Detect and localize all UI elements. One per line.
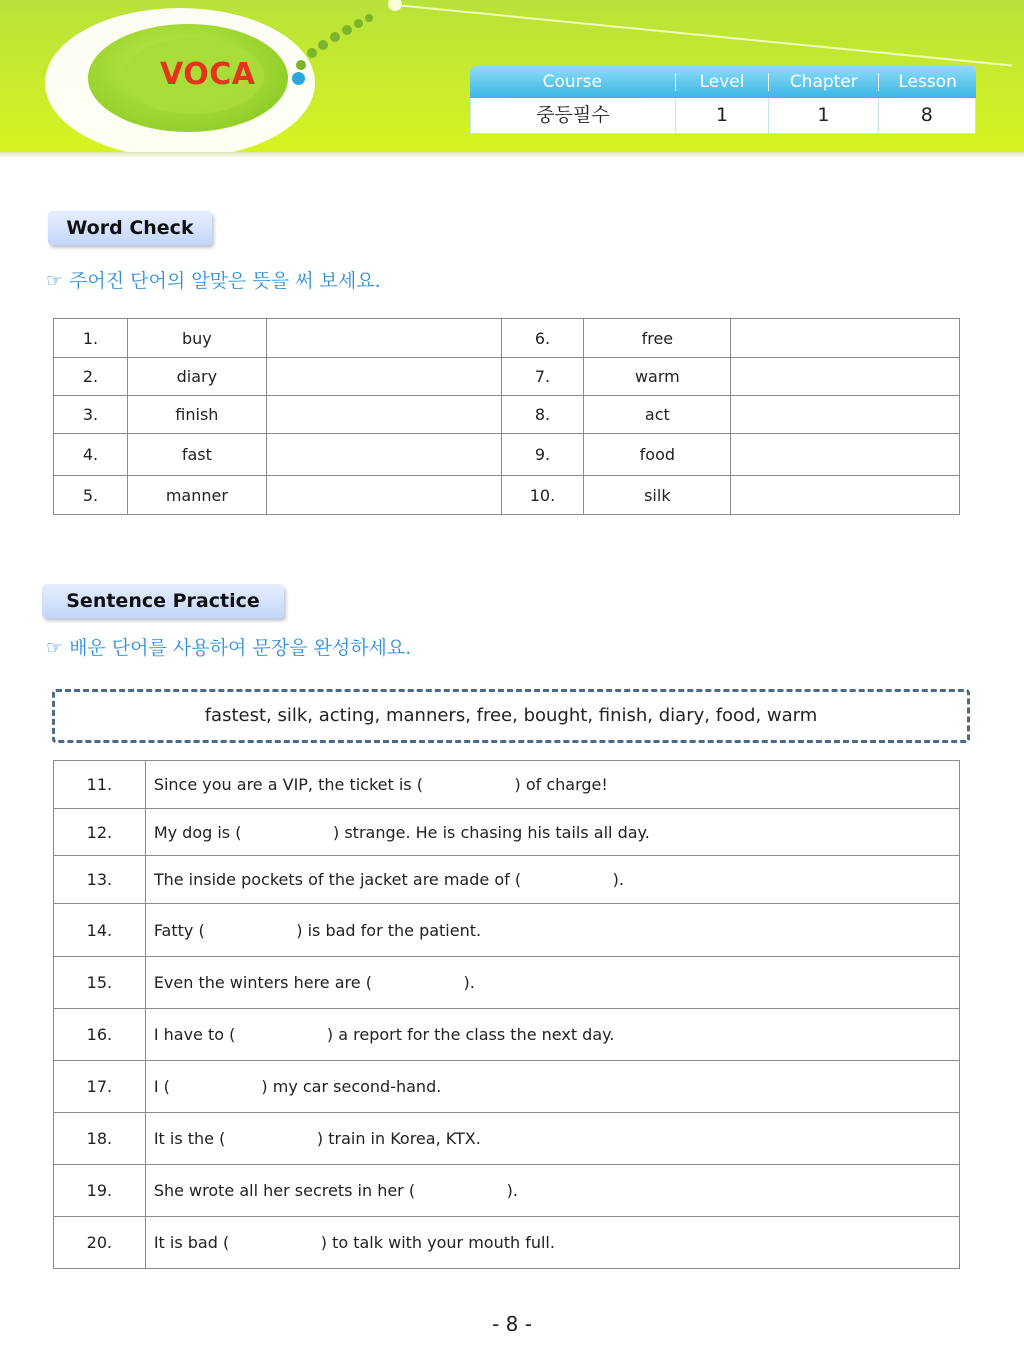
lesson-label: Lesson	[898, 72, 957, 92]
lesson-info-table	[470, 66, 976, 134]
table-row	[54, 1217, 960, 1269]
word-check-table	[53, 318, 960, 515]
decorative-dot	[342, 25, 352, 35]
sentence-practice-table	[53, 760, 960, 1269]
vocab-word: fast	[127, 434, 266, 476]
sentence-text: It is the ( ) train in Korea, KTX.	[145, 1113, 959, 1165]
answer-cell[interactable]	[731, 434, 960, 476]
table-row	[54, 476, 960, 515]
table-row	[54, 809, 960, 856]
table-row	[54, 1113, 960, 1165]
item-number: 6.	[501, 319, 584, 358]
decorative-streak	[395, 4, 1012, 66]
sentence-practice-instruction: ☞ 배운 단어를 사용하여 문장을 완성하세요.	[46, 637, 412, 659]
decorative-dot	[330, 32, 340, 42]
vocab-word: manner	[127, 476, 266, 515]
item-number: 17.	[54, 1061, 146, 1113]
item-number: 3.	[54, 396, 128, 434]
table-row	[54, 856, 960, 904]
item-number: 18.	[54, 1113, 146, 1165]
course-value: 중등필수	[471, 98, 676, 133]
vocab-word: finish	[127, 396, 266, 434]
table-row	[54, 904, 960, 957]
item-number: 12.	[54, 809, 146, 856]
lesson-info-header	[470, 66, 976, 98]
banner-shadow	[0, 152, 1024, 158]
answer-cell[interactable]	[266, 396, 501, 434]
item-number: 19.	[54, 1165, 146, 1217]
item-number: 20.	[54, 1217, 146, 1269]
level-value: 1	[676, 98, 769, 133]
lesson-value: 8	[920, 104, 933, 126]
sentence-text: I ( ) my car second-hand.	[145, 1061, 959, 1113]
table-row	[54, 761, 960, 809]
lesson-info-values	[470, 98, 976, 134]
table-row	[54, 1061, 960, 1113]
item-number: 14.	[54, 904, 146, 957]
decorative-dot	[318, 40, 328, 50]
word-bank: fastest, silk, acting, manners, free, bought, finish, diary, food, warm	[52, 689, 970, 743]
table-row	[54, 1165, 960, 1217]
answer-cell[interactable]	[731, 396, 960, 434]
item-number: 1.	[54, 319, 128, 358]
vocab-word: free	[584, 319, 731, 358]
item-number: 11.	[54, 761, 146, 809]
sentence-text: I have to ( ) a report for the class the next day.	[145, 1009, 959, 1061]
decorative-dot	[296, 60, 306, 70]
item-number: 2.	[54, 358, 128, 396]
header-banner	[0, 0, 1024, 152]
answer-cell[interactable]	[731, 358, 960, 396]
table-row	[54, 319, 960, 358]
table-row	[54, 1009, 960, 1061]
word-check-instruction: ☞ 주어진 단어의 알맞은 뜻을 써 보세요.	[46, 270, 381, 292]
chapter-value: 1	[769, 98, 878, 133]
decorative-dot	[307, 48, 317, 58]
sentence-text: She wrote all her secrets in her ( ).	[145, 1165, 959, 1217]
answer-cell[interactable]	[266, 358, 501, 396]
table-row	[54, 396, 960, 434]
chapter-label: Chapter	[789, 72, 858, 92]
answer-cell[interactable]	[266, 476, 501, 515]
vocab-word: buy	[127, 319, 266, 358]
table-row	[54, 434, 960, 476]
item-number: 8.	[501, 396, 584, 434]
sentence-text: It is bad ( ) to talk with your mouth full.	[145, 1217, 959, 1269]
table-row	[54, 358, 960, 396]
item-number: 7.	[501, 358, 584, 396]
vocab-word: diary	[127, 358, 266, 396]
item-number: 16.	[54, 1009, 146, 1061]
answer-cell[interactable]	[731, 319, 960, 358]
item-number: 15.	[54, 957, 146, 1009]
vocab-word: food	[584, 434, 731, 476]
item-number: 9.	[501, 434, 584, 476]
decorative-dot	[292, 72, 305, 85]
decorative-dot	[388, 0, 402, 11]
item-number: 4.	[54, 434, 128, 476]
sentence-text: My dog is ( ) strange. He is chasing his tails all day.	[145, 809, 959, 856]
item-number: 10.	[501, 476, 584, 515]
sentence-practice-heading: Sentence Practice	[42, 584, 284, 618]
answer-cell[interactable]	[266, 319, 501, 358]
course-label: Course	[542, 72, 602, 92]
item-number: 5.	[54, 476, 128, 515]
vocab-word: act	[584, 396, 731, 434]
decorative-dot	[365, 14, 373, 22]
sentence-text: Since you are a VIP, the ticket is ( ) of charge!	[145, 761, 959, 809]
logo-text: VOCA	[160, 57, 256, 92]
sentence-text: The inside pockets of the jacket are made of ( ).	[145, 856, 959, 904]
decorative-dot	[354, 19, 363, 28]
sentence-text: Fatty ( ) is bad for the patient.	[145, 904, 959, 957]
word-check-heading: Word Check	[48, 211, 212, 245]
item-number: 13.	[54, 856, 146, 904]
page-number: - 8 -	[492, 1312, 532, 1336]
table-row	[54, 957, 960, 1009]
sentence-text: Even the winters here are ( ).	[145, 957, 959, 1009]
vocab-word: silk	[584, 476, 731, 515]
answer-cell[interactable]	[266, 434, 501, 476]
answer-cell[interactable]	[731, 476, 960, 515]
vocab-word: warm	[584, 358, 731, 396]
level-label: Level	[699, 72, 745, 92]
